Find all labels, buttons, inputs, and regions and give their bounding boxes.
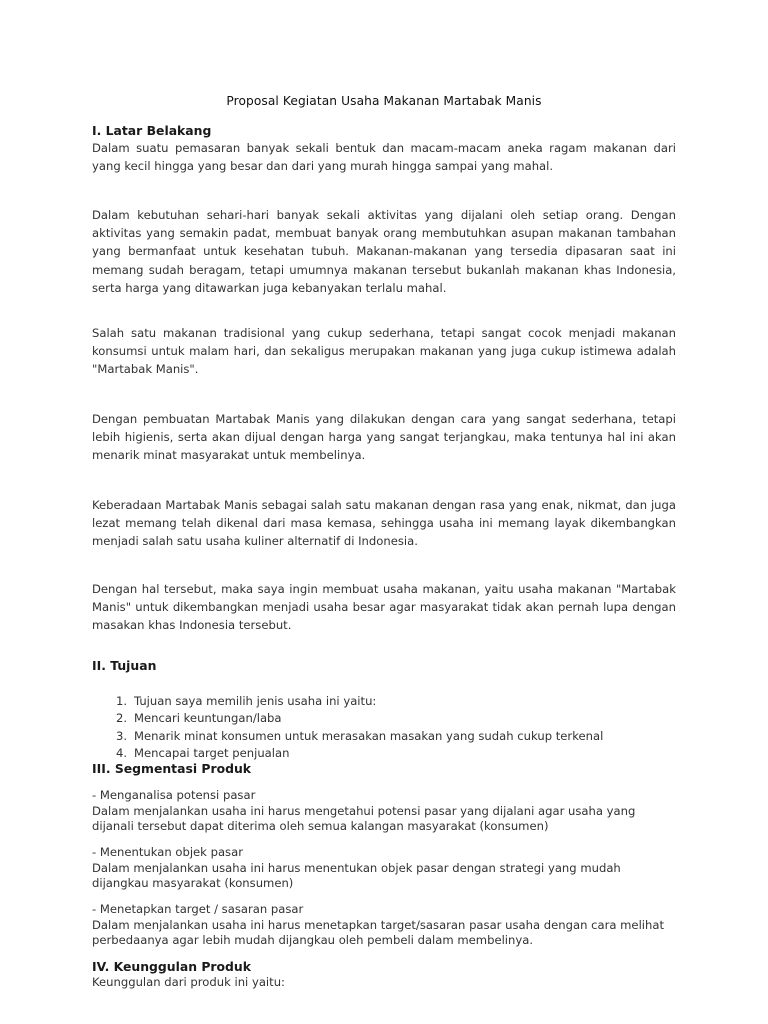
list-item <box>92 693 676 710</box>
segmentasi-block <box>92 845 682 892</box>
list-item-number: 2. <box>115 711 127 726</box>
segmentasi-block-line: dijangkau masyarakat (konsumen) <box>92 876 294 891</box>
list-item-text: Menarik minat konsumen untuk merasakan masakan yang sudah cukup terkenal <box>134 728 604 743</box>
segmentasi-block <box>92 902 682 949</box>
paragraph-4: Dengan pembuatan Martabak Manis yang dilakukan dengan cara yang sangat sederhana, tetapi lebih higienis, serta akan dijual dengan harga yang sangat terjangkau, maka tentunya hal ini akan menarik minat masyarakat untuk membelinya. <box>92 412 676 463</box>
section-heading-tujuan: II. Tujuan <box>92 658 157 673</box>
section-heading-latar-belakang: I. Latar Belakang <box>92 123 212 138</box>
segmentasi-block-title: - Menentukan objek pasar <box>92 845 243 859</box>
list-item-text: Mencapai target penjualan <box>134 745 290 760</box>
segmentasi-block <box>92 788 682 835</box>
paragraph-1: Dalam suatu pemasaran banyak sekali bentuk dan macam-macam aneka ragam makanan dari yang kecil hingga yang besar dan dari yang murah hingga sampai yang mahal. <box>92 141 676 174</box>
segmentasi-block-line: perbedaanya agar lebih mudah dijangkau oleh pembeli dalam membelinya. <box>92 933 534 948</box>
list-item <box>92 745 676 762</box>
segmentasi-block-line: Dalam menjalankan usaha ini harus mengetahui potensi pasar yang dijalani agar usaha yang <box>92 803 636 818</box>
tujuan-list <box>92 693 676 762</box>
paragraph-6: Dengan hal tersebut, maka saya ingin membuat usaha makanan, yaitu usaha makanan "Martabak Manis" untuk dikembangkan menjadi usaha besar agar masyarakat tidak akan pernah lupa dengan masakan khas Indonesia tersebut. <box>92 582 676 633</box>
segmentasi-block-title: - Menetapkan target / sasaran pasar <box>92 902 304 916</box>
list-item-text: Tujuan saya memilih jenis usaha ini yaitu: <box>134 694 377 708</box>
list-item-number: 1. <box>115 694 127 708</box>
paragraph-5: Keberadaan Martabak Manis sebagai salah satu makanan dengan rasa yang enak, nikmat, dan juga lezat memang telah dikenal dari masa kemasa, sehingga usaha ini memang layak dikembangkan menjadi salah satu usaha kuliner alternatif di Indonesia. <box>92 498 676 549</box>
paragraph-3: Salah satu makanan tradisional yang cukup sederhana, tetapi sangat cocok menjadi makanan konsumsi untuk malam hari, dan sekaligus merupakan makanan yang juga cukup istimewa adalah "Martabak Manis". <box>92 326 676 377</box>
list-item <box>92 710 676 727</box>
segmentasi-block-line: dijanali tersebut dapat diterima oleh semua kalangan masyarakat (konsumen) <box>92 819 549 834</box>
document-title: Proposal Kegiatan Usaha Makanan Martabak Manis <box>226 94 542 108</box>
section-heading-segmentasi: III. Segmentasi Produk <box>92 761 252 776</box>
segmentasi-block-title: - Menganalisa potensi pasar <box>92 788 256 802</box>
list-item-number: 4. <box>115 745 127 760</box>
list-item-text: Mencari keuntungan/laba <box>134 711 282 726</box>
section-heading-keunggulan: IV. Keunggulan Produk <box>92 959 251 974</box>
keunggulan-intro: Keunggulan dari produk ini yaitu: <box>92 975 285 989</box>
paragraph-2: Dalam kebutuhan sehari-hari banyak sekali aktivitas yang dijalani oleh setiap orang. Dengan aktivitas yang semakin padat, membuat banyak orang membutuhkan asupan makanan tambahan yang bermanfaat untuk kesehatan tubuh. Makanan-makanan yang tersedia dipasaran saat ini memang sudah beragam, tetapi umumnya makanan tersebut bukanlah makanan khas Indonesia, serta harga yang ditawarkan juga kebanyakan terlalu mahal. <box>92 208 676 295</box>
list-item <box>92 728 676 745</box>
segmentasi-block-line: Dalam menjalankan usaha ini harus menetapkan target/sasaran pasar usaha dengan cara melihat <box>92 917 665 932</box>
list-item-number: 3. <box>115 728 127 743</box>
segmentasi-block-line: Dalam menjalankan usaha ini harus menentukan objek pasar dengan strategi yang mudah <box>92 860 621 875</box>
